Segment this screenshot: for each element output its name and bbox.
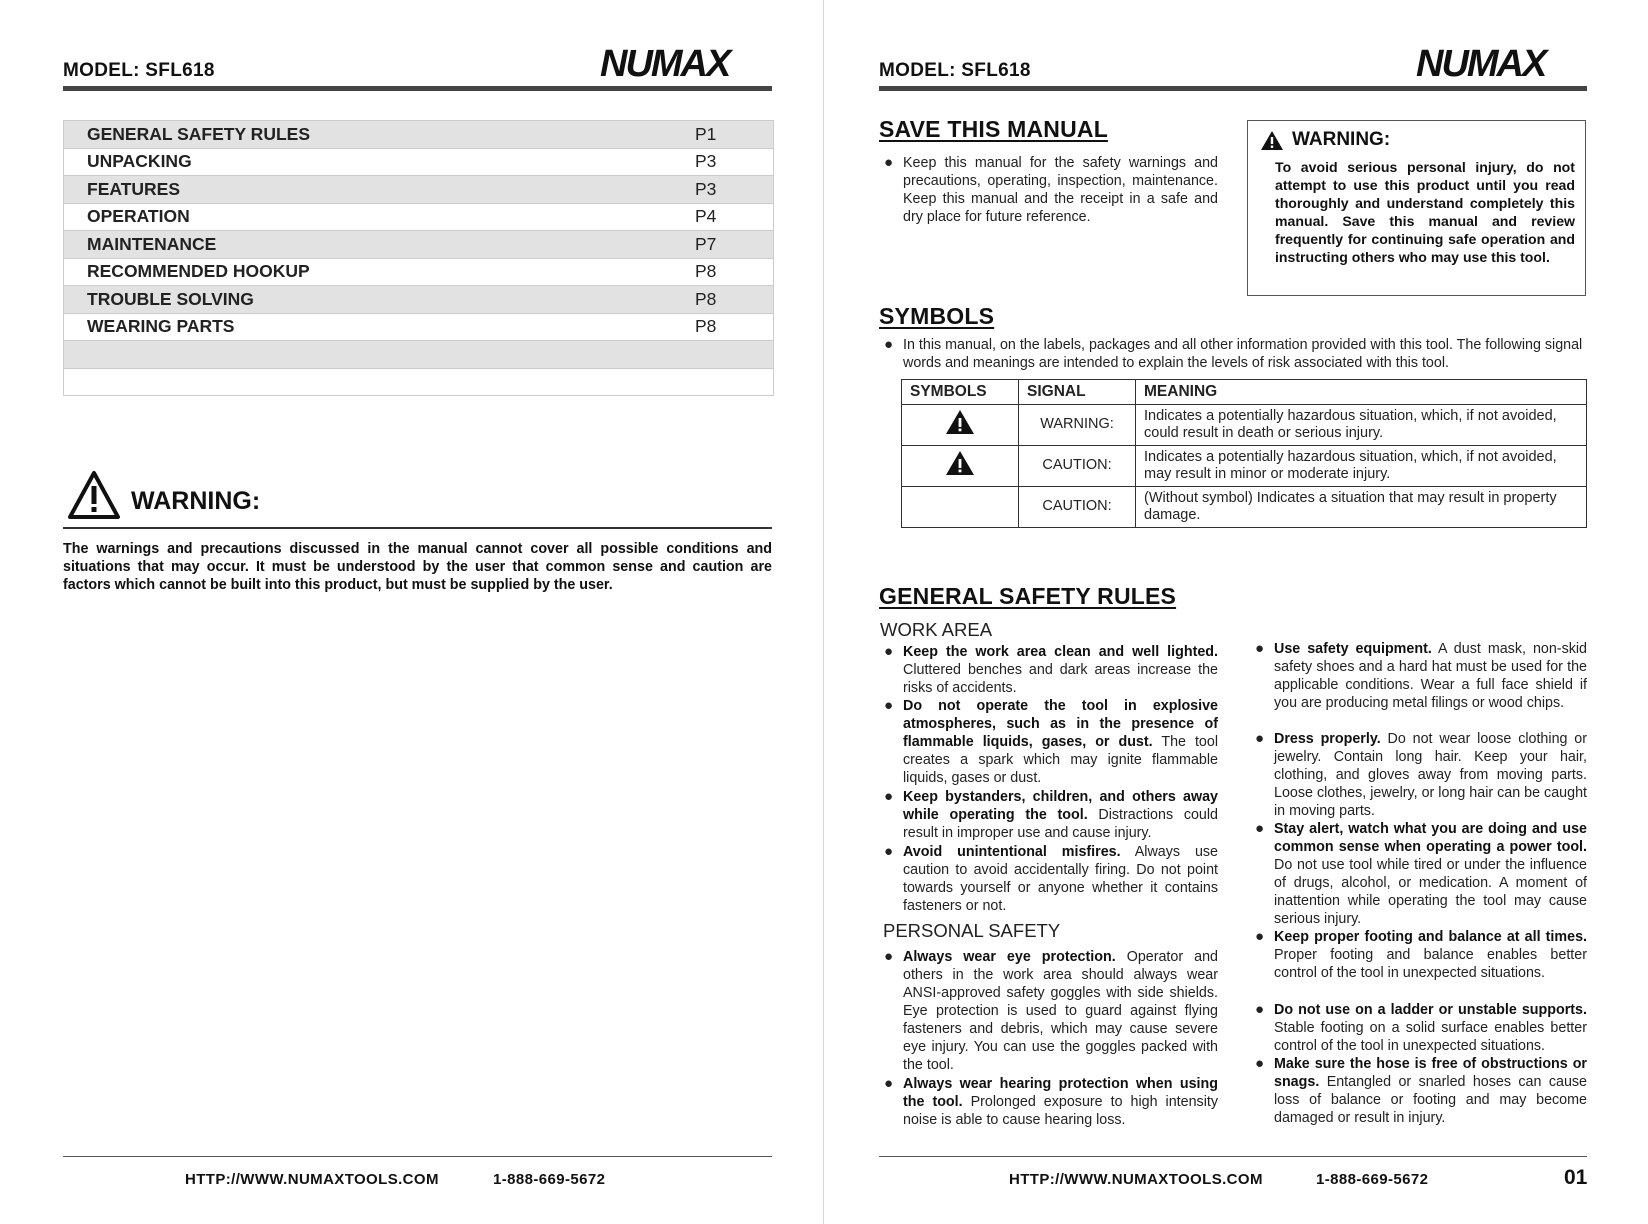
model-label: MODEL: SFL618	[63, 60, 215, 81]
symbols-intro: ● In this manual, on the labels, packages and all other information provided with this tool. The following signal words and meanings are intended to explain the levels of risk associated with this tool.	[884, 336, 1583, 371]
svg-text:NUMAX: NUMAX	[1416, 44, 1546, 84]
table-row	[902, 487, 1587, 528]
warning-triangle-icon	[945, 450, 975, 476]
toc-row	[64, 121, 773, 149]
footer-url: HTTP://WWW.NUMAXTOOLS.COM	[185, 1171, 439, 1188]
bullet-icon: ●	[884, 643, 894, 660]
bullet-icon: ●	[884, 697, 894, 714]
toc-page: P1	[695, 123, 717, 144]
save-manual-heading: SAVE THIS MANUAL	[879, 116, 1108, 142]
rule-text: Do not use tool while tired or under the influence of drugs, alcohol, or medication. A moment of inattention while operating the tool may cause serious injury.	[1274, 857, 1587, 927]
rule-text: Always use caution to avoid accidentally firing. Do not point towards yourself or anyone whether it contains fasteners or not.	[903, 844, 1218, 914]
toc-row	[64, 286, 773, 314]
toc-title: GENERAL SAFETY RULES	[87, 123, 310, 144]
toc-page: P8	[695, 316, 717, 337]
table-header-row	[902, 380, 1587, 405]
symbols-table	[901, 379, 1587, 528]
toc-row	[64, 204, 773, 232]
bullet-icon: ●	[884, 948, 894, 965]
toc-row	[64, 176, 773, 204]
meaning-cell: Indicates a potentially hazardous situation, which, if not avoided, could result in death or serious injury.	[1136, 405, 1587, 446]
list-item	[884, 1075, 1218, 1129]
bullet-icon: ●	[1255, 1001, 1265, 1018]
save-manual-text: ● Keep this manual for the safety warnings and precautions, operating, inspection, maintenance. Keep this manual and the receipt in a safe and dry place for future reference.	[884, 154, 1218, 225]
list-item	[1255, 928, 1587, 982]
rule-text: Prolonged exposure to high intensity noise is able to cause hearing loss.	[903, 1094, 1218, 1128]
toc-title: RECOMMENDED HOOKUP	[87, 261, 310, 282]
warning-triangle-icon	[67, 470, 121, 520]
warning-text: The warnings and precautions discussed in the manual cannot cover all possible conditions and situations that may occur. It must be understood by the user that common sense and caution are factors which cannot be built into this product, but must be supplied by the user.	[63, 541, 772, 593]
toc-page: P3	[695, 151, 717, 172]
signal-cell: CAUTION:	[1019, 487, 1136, 528]
column-header: MEANING	[1136, 380, 1587, 405]
warning-rule	[63, 527, 772, 529]
rule-text: Do not wear loose clothing or jewelry. Contain long hair. Keep your hair, clothing, and gloves away from moving parts. Loose clothes, jewelry, or long hair can be caught in moving parts.	[1274, 731, 1588, 819]
rule-text: Operator and others in the work area should always wear ANSI-approved safety goggles with side shields. Eye protection is used to guard against flying fasteners and debris, which may cause severe eye injury. You can use the goggles packed with the tool.	[903, 949, 1219, 1073]
rule-emphasis: Stay alert, watch what you are doing and use common sense when operating a power tool.	[1274, 821, 1587, 855]
model-label: MODEL: SFL618	[879, 60, 1031, 81]
bullet-icon: ●	[884, 843, 894, 860]
toc-title: OPERATION	[87, 206, 190, 227]
rule-text: A dust mask, non-skid safety shoes and a hard hat must be used for the applicable conditions. Wear a full face shield if you are producing metal filings or wood chips.	[1274, 641, 1587, 711]
table-row	[902, 446, 1587, 487]
toc-row	[64, 369, 773, 397]
bullet-icon: ●	[884, 154, 894, 171]
rule-text: Proper footing and balance enables better control of the tool in unexpected situations.	[1274, 947, 1587, 981]
rule-emphasis: Make sure the hose is free of obstructions or snags.	[1274, 1056, 1587, 1090]
toc-row	[64, 341, 773, 369]
toc-title: TROUBLE SOLVING	[87, 288, 254, 309]
bullet-icon: ●	[1255, 640, 1265, 657]
list-item	[884, 948, 1219, 1074]
toc-row	[64, 314, 773, 342]
toc-title: WEARING PARTS	[87, 316, 235, 337]
symbol-cell	[902, 405, 1019, 446]
rule-emphasis: Always wear hearing protection when using the tool.	[903, 1076, 1218, 1110]
toc-page: P4	[695, 206, 717, 227]
rule-emphasis: Use safety equipment.	[1274, 641, 1432, 657]
toc-page: P8	[695, 288, 717, 309]
bullet-icon: ●	[1255, 1055, 1265, 1072]
symbol-cell	[902, 446, 1019, 487]
symbols-heading: SYMBOLS	[879, 303, 995, 329]
toc-page: P8	[695, 261, 717, 282]
warning-triangle-icon	[1260, 130, 1284, 151]
list-item	[1255, 1001, 1587, 1055]
list-item	[1255, 640, 1587, 712]
warning-box	[1247, 120, 1586, 296]
warning-label: WARNING:	[131, 487, 261, 515]
list-item	[884, 843, 1218, 915]
rule-text: Distractions could result in improper use and cause injury.	[903, 807, 1218, 841]
toc-page: P7	[695, 233, 717, 254]
meaning-cell: Indicates a potentially hazardous situation, which, if not avoided, may result in minor or moderate injury.	[1136, 446, 1587, 487]
list-item	[884, 788, 1218, 842]
header-rule	[63, 86, 772, 91]
list-item	[1255, 1055, 1587, 1127]
page-number: 01	[1564, 1166, 1588, 1189]
header-rule	[879, 86, 1587, 91]
bullet-icon: ●	[884, 1075, 894, 1092]
signal-cell: CAUTION:	[1019, 446, 1136, 487]
warning-heading	[67, 470, 260, 520]
rule-text: Entangled or snarled hoses can cause loss of balance or footing and may become damaged or result in injury.	[1274, 1074, 1587, 1126]
bullet-icon: ●	[1255, 928, 1265, 945]
rule-text: Cluttered benches and dark areas increase the risks of accidents.	[903, 662, 1218, 696]
signal-cell: WARNING:	[1019, 405, 1136, 446]
table-row	[902, 405, 1587, 446]
rule-emphasis: Keep bystanders, children, and others away while operating the tool.	[903, 789, 1218, 823]
rule-emphasis: Do not use on a ladder or unstable supports.	[1274, 1002, 1587, 1018]
footer-url: HTTP://WWW.NUMAXTOOLS.COM	[1009, 1171, 1263, 1188]
toc-row	[64, 231, 773, 259]
rule-emphasis: Always wear eye protection.	[903, 949, 1116, 965]
table-of-contents	[63, 120, 774, 396]
toc-row	[64, 149, 773, 177]
work-area-heading: WORK AREA	[880, 619, 993, 640]
footer-rule	[879, 1156, 1587, 1157]
rule-emphasis: Do not operate the tool in explosive atmospheres, such as in the presence of flammable liquids, gases, or dust.	[903, 698, 1218, 750]
footer-phone: 1-888-669-5672	[1316, 1171, 1429, 1188]
bullet-icon: ●	[1255, 820, 1265, 837]
meaning-cell: (Without symbol) Indicates a situation that may result in property damage.	[1136, 487, 1587, 528]
warning-box-text: To avoid serious personal injury, do not attempt to use this product until you read thoroughly and understand completely this manual. Save this manual and review frequently for continuing safe operation and instructing others who may use this tool.	[1275, 159, 1575, 265]
bullet-icon: ●	[884, 336, 894, 353]
rule-text: The tool creates a spark which may ignite flammable liquids, gases or dust.	[903, 734, 1219, 786]
rule-emphasis: Avoid unintentional misfires.	[903, 844, 1121, 860]
svg-text:NUMAX: NUMAX	[600, 44, 730, 84]
footer-phone: 1-888-669-5672	[493, 1171, 606, 1188]
footer-rule	[63, 1156, 772, 1157]
rule-emphasis: Dress properly.	[1274, 731, 1381, 747]
numax-logo	[600, 44, 768, 84]
list-item	[884, 697, 1219, 787]
toc-page: P3	[695, 178, 717, 199]
symbol-cell	[902, 487, 1019, 528]
toc-title: FEATURES	[87, 178, 181, 199]
column-header: SIGNAL	[1019, 380, 1136, 405]
numax-logo	[1416, 44, 1584, 84]
warning-box-title: WARNING:	[1260, 129, 1390, 151]
bullet-icon: ●	[1255, 730, 1265, 747]
column-header: SYMBOLS	[902, 380, 1019, 405]
rule-text: Stable footing on a solid surface enables better control of the tool in unexpected situations.	[1274, 1020, 1587, 1054]
rule-emphasis: Keep the work area clean and well lighted.	[903, 644, 1218, 660]
bullet-icon: ●	[884, 788, 894, 805]
list-item	[884, 643, 1218, 697]
rule-emphasis: Keep proper footing and balance at all times.	[1274, 929, 1587, 945]
list-item	[1255, 730, 1588, 820]
warning-triangle-icon	[945, 409, 975, 435]
toc-title: MAINTENANCE	[87, 233, 217, 254]
personal-safety-heading: PERSONAL SAFETY	[883, 920, 1061, 941]
list-item	[1255, 820, 1587, 928]
toc-row	[64, 259, 773, 287]
toc-title: UNPACKING	[87, 151, 192, 172]
general-safety-heading: GENERAL SAFETY RULES	[879, 583, 1177, 609]
